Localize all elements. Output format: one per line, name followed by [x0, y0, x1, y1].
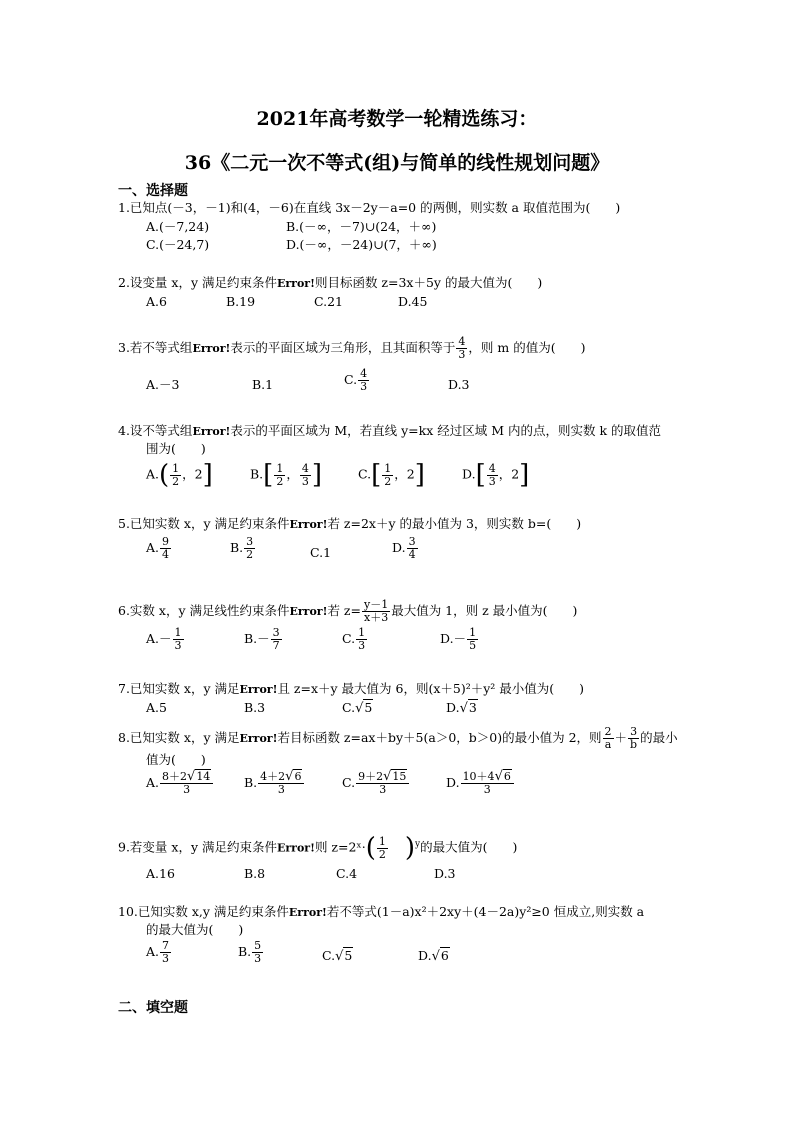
q7-option-c: [342, 700, 373, 717]
q6-option-a: [146, 627, 185, 652]
q10-option-a: [146, 940, 172, 965]
q4-d-den: 3: [488, 474, 496, 488]
q4-a-fraction: [170, 463, 181, 488]
q4-a-den: 2: [172, 474, 180, 488]
q6-stem: [118, 599, 577, 624]
q2-option-a: A.6: [146, 294, 167, 309]
q6-b-den: 7: [272, 639, 280, 652]
title-line-1: 2021年高考数学一轮精选练习：: [256, 108, 538, 130]
q7-option-a: A.5: [146, 700, 167, 715]
q6-a-den: 3: [174, 639, 182, 652]
q10-b-den: 3: [254, 952, 262, 965]
q8-option-d: [446, 771, 515, 796]
sqrt-symbol: √5: [335, 948, 353, 964]
q8-option-b: [244, 771, 305, 796]
q5-a-label: A.: [146, 540, 160, 555]
q9-fraction-den: 2: [378, 847, 386, 861]
q8-d-num-pre: 10＋4: [462, 770, 495, 783]
q6-fraction: [362, 599, 390, 624]
q5-option-a: [146, 536, 172, 561]
q8-f1-num: 2: [604, 725, 612, 738]
q10-stem: [118, 904, 644, 921]
q3-stem-post: ，则 m 的值为( ): [468, 340, 586, 355]
q7-d-label: D.: [446, 700, 460, 715]
q10-stem-line2: 的最大值为( ): [146, 922, 244, 937]
q4-option-c: [358, 462, 425, 488]
q8-f2-den: b: [630, 738, 638, 751]
q4-stem-mid: 表示的平面区域为 M，若直线 y=kx 经过区域 M 内的点，则实数 k 的取值范: [230, 423, 662, 438]
q9-stem-post: 的最大值为( ): [420, 839, 518, 855]
q8-c-radicand: 15: [392, 770, 407, 783]
q4-stem-pre: 4.设不等式组: [118, 423, 193, 438]
q6-option-d: [440, 627, 479, 652]
q3-option-b: B.1: [252, 377, 274, 392]
q4-b-den1: 2: [276, 474, 284, 488]
close-bracket: ]: [519, 460, 530, 490]
q9-option-c: C.4: [336, 866, 358, 881]
q4-c-den: 2: [384, 474, 392, 488]
q4-option-d: [462, 462, 529, 488]
q4-d-label: D.: [462, 466, 476, 482]
q4-a-label: A.: [146, 466, 160, 482]
q8-d-radicand: 6: [503, 770, 511, 783]
q6-a-fraction: [173, 627, 184, 652]
close-paren: ): [404, 833, 416, 863]
q8-a-label: A.: [146, 775, 160, 790]
q5-d-label: D.: [392, 540, 406, 555]
section-heading-fill-in: 二、填空题: [118, 1000, 188, 1016]
q4-b-fraction-1: [274, 463, 285, 488]
q6-a-num: 1: [174, 626, 182, 639]
q6-stem-pre: 6.实数 x，y 满足线性约束条件: [118, 603, 290, 618]
q7-error: Error!: [239, 683, 278, 696]
sqrt-symbol: √6: [285, 769, 302, 784]
open-bracket: [: [263, 460, 274, 490]
q6-stem-mid: 若 z=: [327, 603, 361, 618]
q10-a-den: 3: [162, 952, 170, 965]
q2-option-d: D.45: [398, 294, 428, 309]
q5-stem-pre: 5.已知实数 x，y 满足约束条件: [118, 516, 290, 531]
q4-b-fraction-2: [300, 463, 311, 488]
q10-b-fraction: [252, 940, 263, 965]
section-heading-choice: 一、选择题: [118, 183, 188, 199]
q8-c-label: C.: [342, 775, 356, 790]
q8-a-den: 3: [183, 783, 191, 796]
q6-b-fraction: [271, 627, 282, 652]
q4-d-rest: ，2: [498, 466, 520, 482]
q5-b-label: B.: [230, 540, 244, 555]
q6-stem-post: 最大值为 1，则 z 最小值为( ): [391, 603, 578, 618]
q4-b-sep: ，: [286, 466, 299, 482]
q9-stem: [118, 835, 517, 861]
q8-f2-num: 3: [630, 725, 638, 738]
q3-stem: [118, 336, 585, 361]
q8-stem: [118, 726, 678, 751]
q8-option-c: [342, 771, 410, 796]
close-bracket: ]: [202, 460, 213, 490]
q5-d-num: 3: [408, 535, 416, 548]
q2-stem-pre: 2.设变量 x，y 满足约束条件: [118, 275, 277, 290]
q1-option-c: C.(－24,7): [146, 237, 210, 252]
q8-a-fraction: [160, 771, 213, 796]
q4-b-num1: 1: [276, 461, 284, 475]
q8-b-fraction: [258, 771, 304, 796]
open-paren: (: [159, 460, 170, 490]
q4-a-rest: ，2: [182, 466, 203, 482]
q5-d-den: 4: [408, 548, 416, 561]
q8-b-radicand: 6: [294, 770, 302, 783]
q4-stem-line2: 围为( ): [146, 441, 206, 456]
q6-fraction-den: x＋3: [363, 611, 389, 624]
q7-option-b: B.3: [244, 700, 266, 715]
sqrt-symbol: √5: [355, 700, 373, 716]
q9-option-b: B.8: [244, 866, 266, 881]
q9-stem-pre: 9.若变量 x，y 满足约束条件: [118, 839, 277, 855]
q5-b-fraction: [244, 536, 255, 561]
q1-option-b: B.(－∞，－7)∪(24，＋∞): [286, 219, 437, 234]
q8-fraction-1: [603, 726, 614, 751]
q5-stem: [118, 516, 581, 533]
title-line-2: 36《二元一次不等式(组)与简单的线性规划问题》: [184, 152, 610, 174]
q5-option-d: [392, 536, 419, 561]
q8-c-num-pre: 9＋2: [358, 770, 384, 783]
q10-stem-pre: 10.已知实数 x,y 满足约束条件: [118, 904, 289, 919]
q10-stem-post: 若不等式(1－a)x²＋2xy＋(4－2a)y²≥0 恒成立,则实数 a: [326, 904, 645, 919]
q5-b-den: 2: [246, 548, 254, 561]
q10-a-fraction: [160, 940, 171, 965]
sqrt-symbol: √14: [187, 769, 211, 784]
q4-d-num: 4: [488, 461, 496, 475]
q3-error: Error!: [192, 342, 231, 355]
q6-c-label: C.: [342, 631, 356, 646]
q7-stem-post: 且 z=x＋y 最大值为 6，则(x＋5)²＋y² 最小值为( ): [277, 681, 585, 696]
q4-a-num: 1: [172, 461, 180, 475]
q3-stem-mid: 表示的平面区域为三角形，且其面积等于: [230, 340, 456, 355]
q4-d-fraction: [487, 463, 498, 488]
q3-stem-pre: 3.若不等式组: [118, 340, 193, 355]
q4-b-num2: 4: [301, 461, 309, 475]
q4-option-b: [250, 462, 322, 488]
q5-a-fraction: [160, 536, 171, 561]
q3-option-c-label: C.: [344, 372, 358, 387]
q8-d-fraction: [461, 771, 514, 796]
q8-b-num-pre: 4＋2: [260, 770, 286, 783]
q8-stem-post: 的最小: [640, 730, 678, 745]
q2-error: Error!: [277, 277, 315, 290]
q3-c-num: 4: [360, 367, 368, 380]
q3-option-d: D.3: [448, 377, 470, 392]
q6-c-fraction: [356, 627, 367, 652]
q8-b-den: 3: [277, 783, 285, 796]
q8-a-num-pre: 8＋2: [162, 770, 188, 783]
q10-c-radicand: 5: [344, 948, 353, 963]
q9-option-a: A.16: [146, 866, 175, 881]
q1-option-d: D.(－∞，－24)∪(7，＋∞): [286, 237, 437, 252]
q3-fraction-den: 3: [458, 348, 466, 361]
q10-b-label: B.: [238, 944, 252, 959]
q5-a-den: 4: [162, 548, 170, 561]
q3-fraction-num: 4: [458, 335, 466, 348]
q7-option-d: [446, 700, 478, 717]
q6-c-num: 1: [358, 626, 366, 639]
open-bracket: [: [371, 460, 382, 490]
q10-d-label: D.: [418, 948, 432, 963]
q8-plus: ＋: [614, 730, 628, 745]
q4-c-num: 1: [384, 461, 392, 475]
q3-option-c: [344, 368, 370, 393]
q2-stem: [118, 275, 542, 292]
q6-a-label: A.－: [146, 631, 172, 646]
q10-error: Error!: [288, 906, 327, 919]
q9-stem-mid: 则 z=2ˣ·: [314, 839, 366, 855]
open-bracket: [: [475, 460, 486, 490]
q6-error: Error!: [289, 605, 328, 618]
sqrt-symbol: √3: [459, 700, 477, 716]
q4-c-fraction: [382, 463, 393, 488]
sqrt-symbol: √6: [431, 948, 449, 964]
q9-exponent: y: [415, 839, 421, 850]
q5-error: Error!: [289, 518, 328, 531]
close-bracket: ]: [414, 460, 425, 490]
q5-b-num: 3: [246, 535, 254, 548]
q6-b-num: 3: [272, 626, 280, 639]
q5-d-fraction: [407, 536, 418, 561]
q8-stem-line2: 值为( ): [146, 752, 206, 767]
q8-b-label: B.: [244, 775, 258, 790]
q3-c-den: 3: [360, 380, 368, 393]
q5-a-num: 9: [162, 535, 170, 548]
q10-option-b: [238, 940, 264, 965]
q4-b-label: B.: [250, 466, 264, 482]
q8-stem-pre: 8.已知实数 x，y 满足: [118, 730, 240, 745]
q6-option-c: [342, 627, 368, 652]
q6-d-label: D.－: [440, 631, 467, 646]
q4-option-a: [146, 462, 213, 488]
q8-option-a: [146, 771, 214, 796]
q9-fraction: [377, 836, 388, 861]
q3-option-a: A.－3: [146, 377, 180, 392]
q10-option-c: [322, 948, 353, 965]
q3-fraction: [456, 336, 467, 361]
q7-stem-pre: 7.已知实数 x，y 满足: [118, 681, 240, 696]
q8-d-label: D.: [446, 775, 460, 790]
q10-d-radicand: 6: [440, 948, 449, 963]
q4-b-den2: 3: [301, 474, 309, 488]
q1-stem: 1.已知点(－3，－1)和(4，－6)在直线 3x－2y－a=0 的两侧，则实数 a 取值范围为( ): [118, 200, 621, 215]
q7-stem: [118, 681, 584, 698]
q6-d-fraction: [467, 627, 478, 652]
q6-d-num: 1: [469, 626, 477, 639]
q10-a-label: A.: [146, 944, 160, 959]
q9-error: Error!: [277, 841, 315, 855]
close-bracket: ]: [311, 460, 322, 490]
q7-c-label: C.: [342, 700, 356, 715]
q2-option-b: B.19: [226, 294, 256, 309]
q10-option-d: [418, 948, 450, 965]
q8-fraction-2: [628, 726, 639, 751]
q8-error: Error!: [239, 732, 278, 745]
q2-stem-post: 则目标函数 z=3x＋5y 的最大值为( ): [314, 275, 543, 290]
q3-option-c-fraction: [358, 368, 369, 393]
q2-option-c: C.21: [314, 294, 343, 309]
q6-fraction-num: y－1: [363, 598, 389, 611]
q10-a-num: 7: [162, 939, 170, 952]
q8-stem-mid: 若目标函数 z=ax＋by＋5(a＞0，b＞0)的最小值为 2，则: [277, 730, 602, 745]
q8-c-den: 3: [379, 783, 387, 796]
q4-c-label: C.: [358, 466, 372, 482]
q4-c-rest: ，2: [394, 466, 415, 482]
q1-option-a: A.(－7,24): [146, 219, 210, 234]
q5-stem-post: 若 z=2x＋y 的最小值为 3，则实数 b=( ): [327, 516, 582, 531]
q8-f1-den: a: [604, 738, 612, 751]
q5-option-c: C.1: [310, 545, 332, 560]
q9-fraction-num: 1: [378, 834, 386, 848]
q10-c-label: C.: [322, 948, 336, 963]
sqrt-symbol: √6: [494, 769, 511, 784]
q6-b-label: B.－: [244, 631, 270, 646]
q7-d-radicand: 3: [468, 700, 477, 715]
q6-option-b: [244, 627, 283, 652]
q4-error: Error!: [192, 425, 231, 438]
q10-b-num: 5: [254, 939, 262, 952]
q8-a-radicand: 14: [196, 770, 211, 783]
q5-option-b: [230, 536, 256, 561]
q6-d-den: 5: [469, 639, 477, 652]
q8-d-den: 3: [483, 783, 491, 796]
q4-stem: [118, 423, 661, 440]
open-paren: (: [365, 833, 376, 863]
sqrt-symbol: √15: [383, 769, 407, 784]
q9-option-d: D.3: [434, 866, 456, 881]
q8-c-fraction: [356, 771, 409, 796]
q7-c-radicand: 5: [364, 700, 373, 715]
q6-c-den: 3: [358, 639, 366, 652]
